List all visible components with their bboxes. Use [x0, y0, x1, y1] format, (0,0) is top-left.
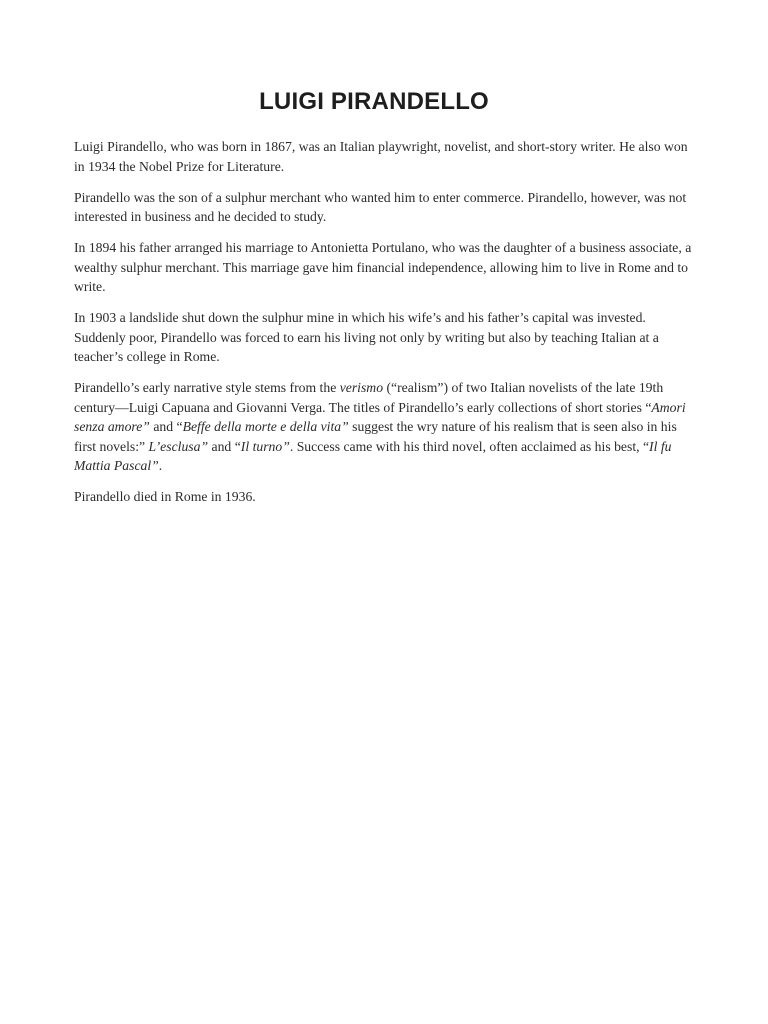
italic-title-amori-senza-amore: Amori senza amore”	[74, 399, 686, 434]
text-segment: and “	[149, 419, 183, 434]
text-segment: . Success came with his third novel, often acclaimed as his best, “	[289, 438, 650, 454]
document-body	[74, 137, 696, 518]
paragraph-marriage: In 1894 his father arranged his marriage to Antonietta Portulano, who was the daughter of a business associate, a wealthy sulphur merchant. This marriage gave him financial independence, allowing him to live in Rome and to write.	[74, 240, 692, 294]
text-segment: (“realism”) of two Italian novelists of the late 19th century—Luigi Capuana and Giovanni Verga. The titles of Pirandello’s early collections of short stories “	[74, 380, 664, 415]
italic-title-beffe-della-morte: Beffe della morte e della vita”	[182, 419, 349, 434]
text-segment: and “	[208, 438, 241, 454]
document-title: LUIGI PIRANDELLO	[259, 88, 489, 115]
text-segment: suggest the wry nature of his realism that is seen also in his first novels:”	[74, 419, 677, 454]
italic-title-l-esclusa: L’esclusa”	[148, 438, 209, 454]
paragraph-narrative-style	[74, 378, 696, 476]
paragraph-family: Pirandello was the son of a sulphur merchant who wanted him to enter commerce. Pirandello, however, was not interested in business and he decided to study.	[74, 189, 687, 224]
paragraph-death: Pirandello died in Rome in 1936.	[74, 489, 256, 504]
italic-term-verismo: verismo	[339, 380, 384, 395]
text-segment: .	[158, 458, 163, 473]
paragraph-birth: Luigi Pirandello, who was born in 1867, was an Italian playwright, novelist, and short-story writer. He also won in 1934 the Nobel Prize for Literature.	[74, 139, 688, 174]
paragraph-landslide: In 1903 a landslide shut down the sulphur mine in which his wife’s and his father’s capital was invested. Suddenly poor, Pirandello was forced to earn his living not only by writing but also by teaching Italian at a teacher’s college in Rome.	[74, 310, 659, 364]
italic-title-il-turno: Il turno”	[240, 438, 290, 454]
italic-title-il-fu-mattia-pascal: Il fu Mattia Pascal”	[74, 438, 672, 473]
text-segment: Pirandello’s early narrative style stems from the	[74, 380, 340, 395]
